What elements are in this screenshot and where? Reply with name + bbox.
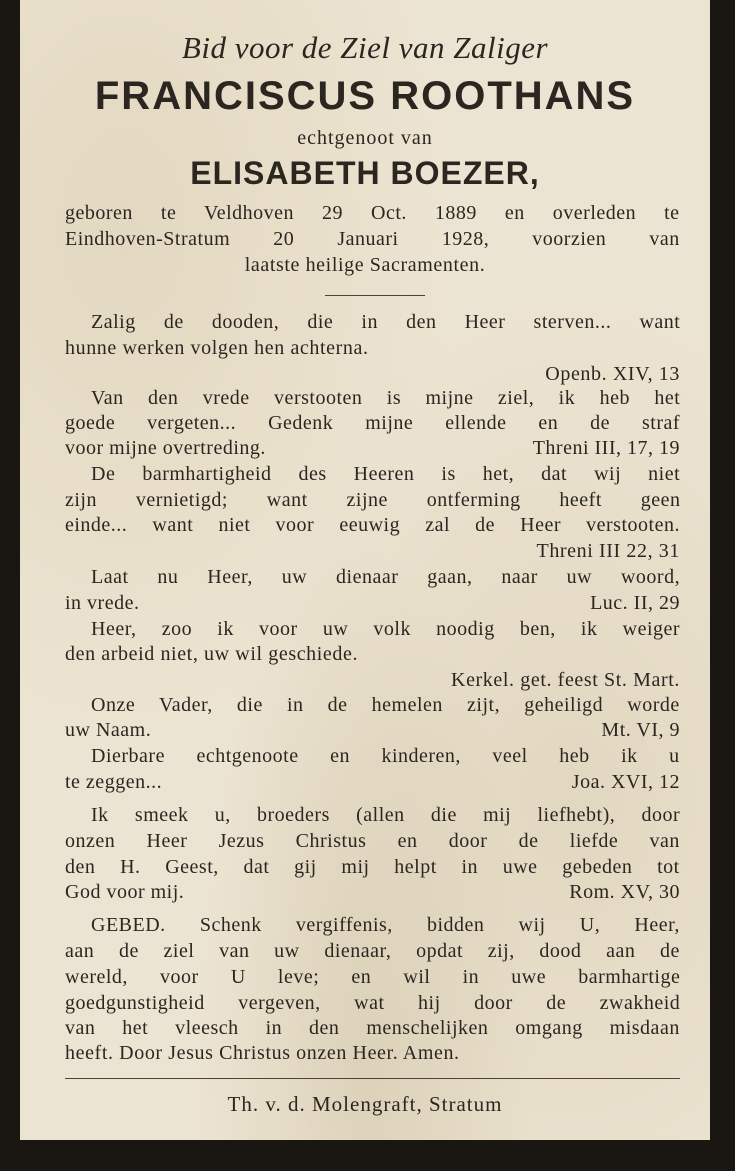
verse-row <box>65 771 680 797</box>
verse-line: den H. Geest, dat gij mij helpt in uwe gebeden tot <box>65 856 680 878</box>
verse-line: Laat nu Heer, uw dienaar gaan, naar uw woord, <box>91 566 681 588</box>
verse-reference: Kerkel. get. feest St. Mart. <box>451 669 680 691</box>
verse-line: te zeggen... <box>65 771 163 793</box>
verse-line: in vrede. <box>65 592 140 614</box>
verse-line: uw Naam. <box>65 719 152 741</box>
verse-row <box>65 437 680 463</box>
verse-line: goede vergeten... Gedenk mijne ellende en de straf <box>65 412 681 434</box>
spouse-intro: echtgenoot van <box>297 127 433 149</box>
verse-reference: Threni III 22, 31 <box>536 540 680 562</box>
printer-credit: Th. v. d. Molengraft, Stratum <box>227 1092 503 1116</box>
verse-line: zijn vernietigd; want zijne ontferming heeft geen <box>65 489 681 511</box>
prayer-line: GEBED. Schenk vergiffenis, bidden wij U, Heer, <box>91 914 680 936</box>
prayer-line: goedgunstigheid vergeven, wat hij door de zwakheid <box>65 992 681 1014</box>
footer-divider <box>65 1078 680 1079</box>
verse-line: Ik smeek u, broeders (allen die mij liefhebt), door <box>91 804 681 826</box>
verse-line: Zalig de dooden, die in den Heer sterven... want <box>91 311 681 333</box>
card-title: Bid voor de Ziel van Zaliger <box>181 30 549 65</box>
verse-line: De barmhartigheid des Heeren is het, dat wij niet <box>91 463 681 485</box>
verse-line: Onze Vader, die in de hemelen zijt, geheiligd worde <box>91 694 680 716</box>
verse-row <box>65 881 680 907</box>
verse-reference: Joa. XVI, 12 <box>571 771 680 793</box>
verse-row <box>65 592 680 618</box>
verse-line: Dierbare echtgenoote en kinderen, veel heb ik u <box>91 745 680 767</box>
verse-reference: Openb. XIV, 13 <box>545 363 680 385</box>
verse-line: hunne werken volgen hen achterna. <box>65 337 369 359</box>
spouse-name: ELISABETH BOEZER, <box>190 155 540 191</box>
verse-reference: Threni III, 17, 19 <box>532 437 680 459</box>
verse-reference: Rom. XV, 30 <box>569 881 680 903</box>
deceased-name: FRANCISCUS ROOTHANS <box>94 74 636 118</box>
verse-row <box>65 719 680 745</box>
verse-line: Heer, zoo ik voor uw volk noodig ben, ik weiger <box>91 618 681 640</box>
prayer-line: wereld, voor U leve; en wil in uwe barmhartige <box>65 966 681 988</box>
bio-line: geboren te Veldhoven 29 Oct. 1889 en overleden te <box>65 202 680 224</box>
verse-line: onzen Heer Jezus Christus en door de liefde van <box>65 830 680 852</box>
verse-reference: Luc. II, 29 <box>590 592 680 614</box>
memorial-card <box>20 0 710 1140</box>
verse-line: voor mijne overtreding. <box>65 437 266 459</box>
verse-line: den arbeid niet, uw wil geschiede. <box>65 643 359 665</box>
bio-line: laatste heilige Sacramenten. <box>244 254 486 276</box>
bio-line: Eindhoven-Stratum 20 Januari 1928, voorzien van <box>65 228 680 250</box>
prayer-line: heeft. Door Jesus Christus onzen Heer. Amen. <box>65 1042 460 1064</box>
verse-reference: Mt. VI, 9 <box>601 719 680 741</box>
verse-line: Van den vrede verstooten is mijne ziel, ik heb het <box>91 387 681 409</box>
prayer-line: van het vleesch in den menschelijken omgang misdaan <box>65 1017 680 1039</box>
divider <box>325 295 425 296</box>
verse-line: God voor mij. <box>65 881 185 903</box>
verse-line: einde... want niet voor eeuwig zal de Heer verstooten. <box>65 514 680 536</box>
prayer-line: aan de ziel van uw dienaar, opdat zij, dood aan de <box>65 940 680 962</box>
